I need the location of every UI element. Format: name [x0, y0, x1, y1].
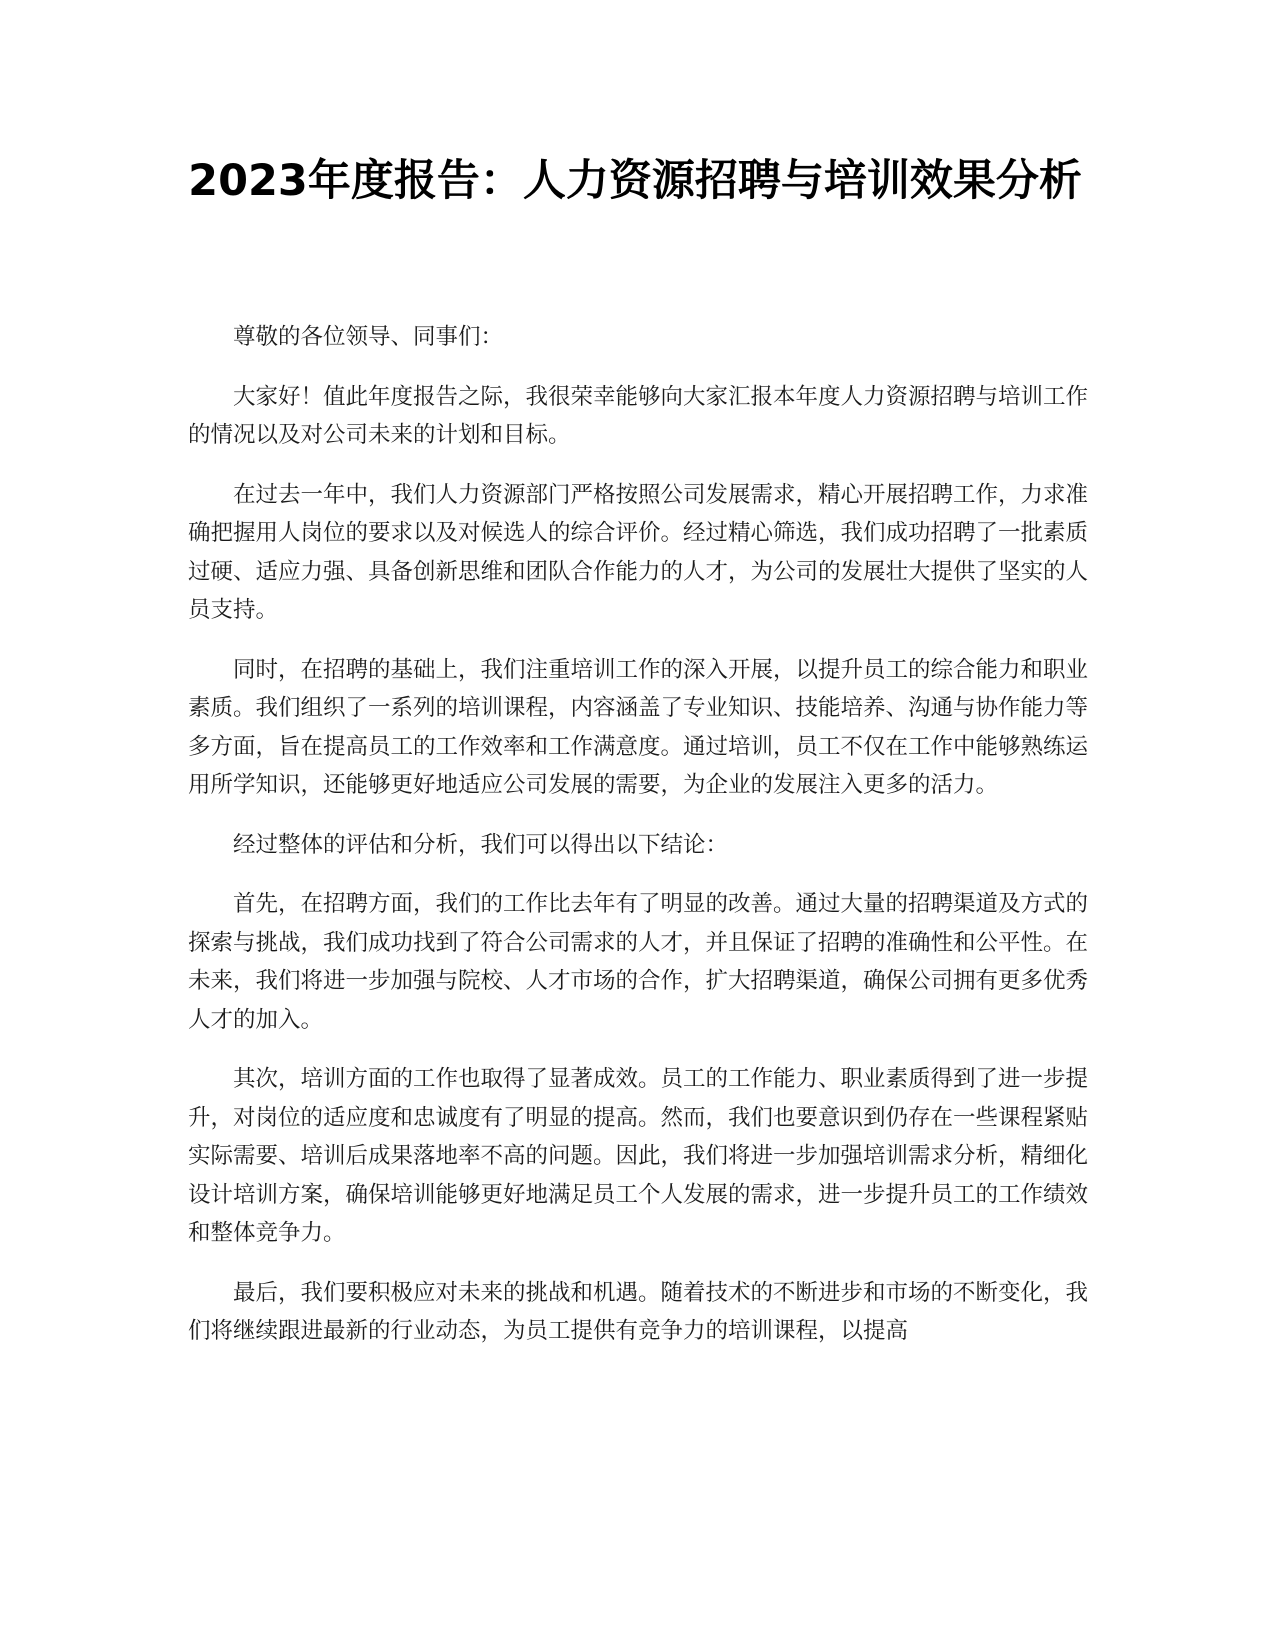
document-body: [188, 318, 1088, 1372]
paragraph-future-outlook: 最后，我们要积极应对未来的挑战和机遇。随着技术的不断进步和市场的不断变化，我们将继续跟进最新的行业动态，为员工提供有竞争力的培训课程，以提高: [188, 1279, 1089, 1344]
paragraph-recruitment-conclusion: 首先，在招聘方面，我们的工作比去年有了明显的改善。通过大量的招聘渠道及方式的探索与挑战，我们成功找到了符合公司需求的人才，并且保证了招聘的准确性和公平性。在未来，我们将进一步加强与院校、人才市场的合作，扩大招聘渠道，确保公司拥有更多优秀人才的加入。: [188, 891, 1089, 1033]
paragraph-conclusion-intro: 经过整体的评估和分析，我们可以得出以下结论：: [233, 831, 729, 858]
paragraph-recruitment-overview: 在过去一年中，我们人力资源部门严格按照公司发展需求，精心开展招聘工作，力求准确把握用人岗位的要求以及对候选人的综合评价。经过精心筛选，我们成功招聘了一批素质过硬、适应力强、具备创新思维和团队合作能力的人才，为公司的发展壮大提供了坚实的人员支持。: [188, 481, 1089, 623]
document-title: 2023年度报告：人力资源招聘与培训效果分析: [188, 156, 1082, 206]
paragraph-salutation: 尊敬的各位领导、同事们：: [233, 324, 504, 350]
paragraph-training-overview: 同时，在招聘的基础上，我们注重培训工作的深入开展，以提升员工的综合能力和职业素质。我们组织了一系列的培训课程，内容涵盖了专业知识、技能培养、沟通与协作能力等多方面，旨在提高员工的工作效率和工作满意度。通过培训，员工不仅在工作中能够熟练运用所学知识，还能够更好地适应公司发展的需要，为企业的发展注入更多的活力。: [188, 656, 1089, 798]
paragraph-training-conclusion: 其次，培训方面的工作也取得了显著成效。员工的工作能力、职业素质得到了进一步提升，对岗位的适应度和忠诚度有了明显的提高。然而，我们也要意识到仍存在一些课程紧贴实际需要、培训后成果落地率不高的问题。因此，我们将进一步加强培训需求分析，精细化设计培训方案，确保培训能够更好地满足员工个人发展的需求，进一步提升员工的工作绩效和整体竞争力。: [188, 1066, 1089, 1246]
paragraph-greeting: 大家好！值此年度报告之际，我很荣幸能够向大家汇报本年度人力资源招聘与培训工作的情况以及对公司未来的计划和目标。: [188, 383, 1089, 448]
